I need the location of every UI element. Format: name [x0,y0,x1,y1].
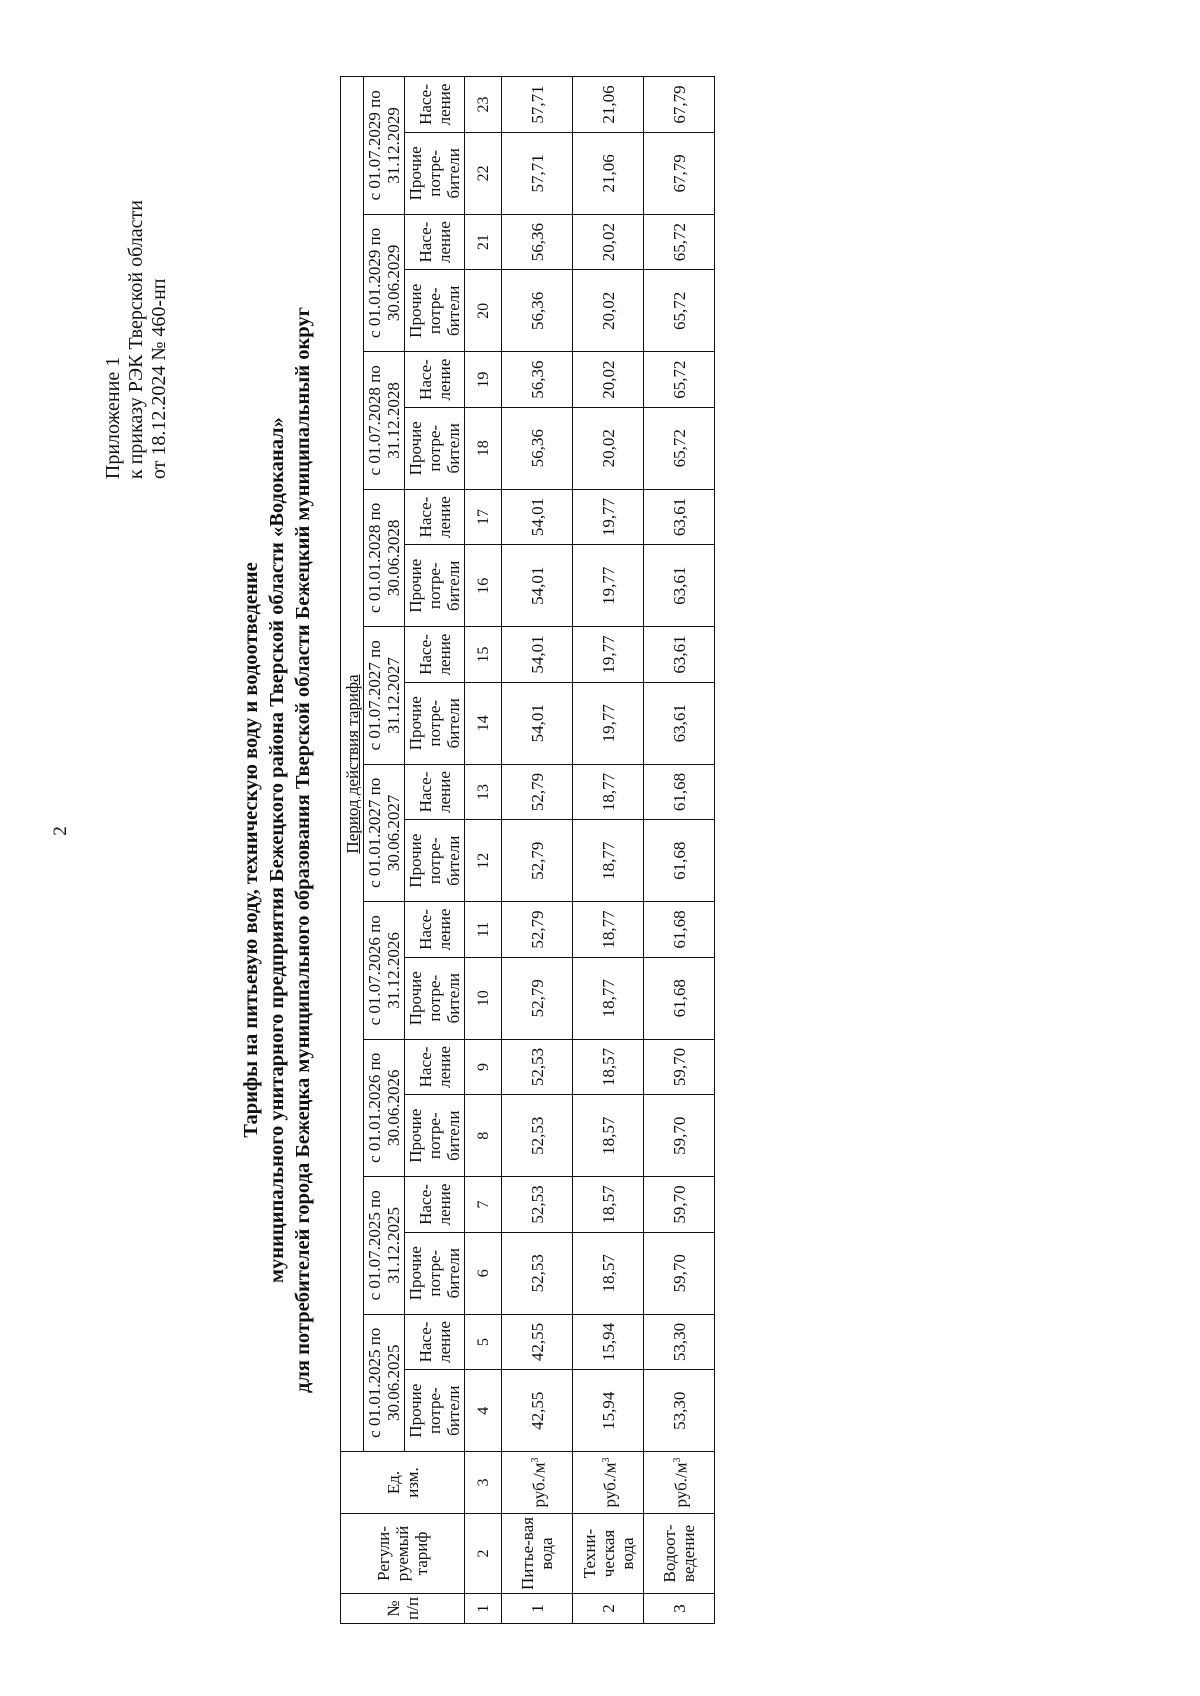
header-population: Насе-ление [405,489,465,545]
header-population: Насе-ление [405,627,465,683]
tariff-value-cell: 19,77 [573,489,644,545]
header-other-consumers: Прочие потре-бители [405,407,465,489]
period-header: с 01.01.2027 по 30.06.2027 [364,764,405,901]
table-row [644,77,715,1624]
header-population: Насе-ление [405,77,465,133]
period-header: с 01.07.2028 по 31.12.2028 [364,352,405,489]
table-body [465,77,715,1624]
period-header: с 01.07.2026 по 31.12.2026 [364,902,405,1039]
table-row [502,77,573,1624]
tariff-value-cell: 56,36 [502,352,573,408]
tariff-value-cell: 61,68 [644,820,715,902]
tariff-value-cell: 18,77 [573,957,644,1039]
header-unit: Ед. изм. [341,1452,465,1514]
tariff-value-cell: 18,57 [573,1177,644,1233]
column-index-cell: 12 [465,820,502,902]
tariff-value-cell: 21,06 [573,133,644,215]
header-other-consumers: Прочие потре-бители [405,133,465,215]
column-index-cell: 11 [465,902,502,958]
tariff-value-cell: 63,61 [644,545,715,627]
tariff-value-cell: 65,72 [644,352,715,408]
header-population: Насе-ление [405,764,465,820]
tariff-value-cell: 63,61 [644,489,715,545]
appendix-line-2: к приказу РЭК Тверской области [125,200,147,480]
title-line-3: для потребителей города Бежецка муниципального образования Тверской области Бежецкий муниципальный округ [292,307,314,1393]
tariff-value-cell: 56,36 [502,214,573,270]
header-period: Период действия тарифа [341,77,364,1452]
column-index-cell: 6 [465,1232,502,1314]
table-row [573,77,644,1624]
tariff-value-cell: 53,30 [644,1370,715,1452]
tariff-value-cell: 20,02 [573,407,644,489]
tariff-value-cell: 65,72 [644,270,715,352]
header-other-consumers: Прочие потре-бители [405,820,465,902]
column-index-cell: 8 [465,1095,502,1177]
column-index-cell: 9 [465,1039,502,1095]
title-line-1: Тарифы на питьевую воду, техническую воду и водоотведение [240,562,262,1138]
period-header: с 01.07.2025 по 31.12.2025 [364,1177,405,1314]
tariff-value-cell: 61,68 [644,764,715,820]
tariff-value-cell: 63,61 [644,682,715,764]
column-index-cell: 22 [465,133,502,215]
tariff-value-cell: 59,70 [644,1039,715,1095]
column-index-cell: 7 [465,1177,502,1233]
column-index-cell: 10 [465,957,502,1039]
page-number: 2 [49,826,71,836]
title-line-2: муниципального унитарного предприятия Бежецкого района Тверской области «Водоканал» [266,417,288,1283]
tariff-value-cell: 19,77 [573,545,644,627]
tariff-value-cell: 42,55 [502,1314,573,1370]
header-population: Насе-ление [405,1039,465,1095]
document-title [238,50,316,1650]
tariff-value-cell: 59,70 [644,1232,715,1314]
tariff-value-cell: 19,77 [573,627,644,683]
period-header: с 01.07.2027 по 31.12.2027 [364,627,405,764]
tariff-value-cell: 18,57 [573,1232,644,1314]
header-other-consumers: Прочие потре-бители [405,682,465,764]
appendix-line-3: от 18.12.2024 № 460-нп [148,278,170,480]
row-unit: $руб./м^3$ [573,1452,644,1514]
header-population: Насе-ление [405,902,465,958]
tariff-value-cell: 52,53 [502,1177,573,1233]
tariff-value-cell: 52,79 [502,957,573,1039]
tariff-value-cell: 57,71 [502,133,573,215]
consumer-header-row [405,77,465,1624]
tariff-value-cell: 65,72 [644,214,715,270]
tariff-value-cell: 20,02 [573,270,644,352]
tariff-value-cell: 52,53 [502,1232,573,1314]
period-header: с 01.01.2025 по 30.06.2025 [364,1314,405,1451]
row-number: 2 [573,1594,644,1624]
column-index-cell: 15 [465,627,502,683]
column-index-cell: 16 [465,545,502,627]
row-tariff-name: Водоот-ведение [644,1514,715,1594]
appendix-block [102,200,171,479]
tariff-value-cell: 54,01 [502,627,573,683]
tariff-value-cell: 56,36 [502,407,573,489]
tariff-value-cell: 54,01 [502,545,573,627]
row-unit: $руб./м^3$ [502,1452,573,1514]
period-header: с 01.07.2029 по 31.12.2029 [364,77,405,215]
column-index-cell: 21 [465,214,502,270]
tariff-value-cell: 54,01 [502,682,573,764]
column-index-cell: 2 [465,1514,502,1594]
period-header: с 01.01.2028 по 30.06.2028 [364,489,405,626]
period-header: с 01.01.2029 по 30.06.2029 [364,214,405,351]
column-index-cell: 23 [465,77,502,133]
period-header-row [364,77,405,1624]
column-index-cell: 14 [465,682,502,764]
header-population: Насе-ление [405,352,465,408]
header-other-consumers: Прочие потре-бители [405,1370,465,1452]
row-number: 1 [502,1594,573,1624]
tariff-value-cell: 18,77 [573,764,644,820]
tariff-value-cell: 52,79 [502,764,573,820]
tariff-value-cell: 61,68 [644,902,715,958]
unit-superscript: 3 [529,1457,541,1463]
column-index-cell: 5 [465,1314,502,1370]
tariff-value-cell: 52,53 [502,1095,573,1177]
tariff-value-cell: 18,57 [573,1095,644,1177]
tariff-value-cell: 57,71 [502,77,573,133]
header-other-consumers: Прочие потре-бители [405,270,465,352]
appendix-line-1: Приложение 1 [102,356,124,480]
tariff-value-cell: 59,70 [644,1177,715,1233]
column-index-cell: 4 [465,1370,502,1452]
column-index-cell: 3 [465,1452,502,1514]
header-other-consumers: Прочие потре-бители [405,957,465,1039]
tariff-value-cell: 18,57 [573,1039,644,1095]
column-index-cell: 13 [465,764,502,820]
tariff-value-cell: 56,36 [502,270,573,352]
tariff-value-cell: 20,02 [573,352,644,408]
column-index-row [465,77,502,1624]
tariff-value-cell: 42,55 [502,1370,573,1452]
tariff-value-cell: 52,53 [502,1039,573,1095]
header-other-consumers: Прочие потре-бители [405,1095,465,1177]
row-tariff-name: Питье-вая вода [502,1514,573,1594]
tariff-value-cell: 21,06 [573,77,644,133]
tariff-value-cell: 54,01 [502,489,573,545]
tariff-value-cell: 15,94 [573,1314,644,1370]
tariff-value-cell: 63,61 [644,627,715,683]
rotated-page-content [10,50,770,1650]
header-other-consumers: Прочие потре-бители [405,1232,465,1314]
header-population: Насе-ление [405,1177,465,1233]
tariff-value-cell: 65,72 [644,407,715,489]
column-index-cell: 1 [465,1594,502,1624]
tariff-value-cell: 67,79 [644,77,715,133]
tariff-value-cell: 18,77 [573,902,644,958]
tariff-value-cell: 52,79 [502,902,573,958]
tariff-value-cell: 59,70 [644,1095,715,1177]
tariff-value-cell: 53,30 [644,1314,715,1370]
tariff-value-cell: 20,02 [573,214,644,270]
tariff-value-cell: 61,68 [644,957,715,1039]
header-tariff: Регули-руемый тариф [341,1514,465,1594]
row-unit: $руб./м^3$ [644,1452,715,1514]
tariff-value-cell: 15,94 [573,1370,644,1452]
header-population: Насе-ление [405,1314,465,1370]
row-tariff-name: Техни-ческая вода [573,1514,644,1594]
tariff-value-cell: 52,79 [502,820,573,902]
tariff-value-cell: 19,77 [573,682,644,764]
tariff-value-cell: 67,79 [644,133,715,215]
column-index-cell: 17 [465,489,502,545]
period-header: с 01.01.2026 по 30.06.2026 [364,1039,405,1176]
column-index-cell: 18 [465,407,502,489]
header-other-consumers: Прочие потре-бители [405,545,465,627]
unit-superscript: 3 [671,1457,683,1463]
row-number: 3 [644,1594,715,1624]
tariff-value-cell: 18,77 [573,820,644,902]
header-no: № п/п [341,1594,465,1624]
column-index-cell: 20 [465,270,502,352]
unit-superscript: 3 [600,1457,612,1463]
header-population: Насе-ление [405,214,465,270]
tariff-table [340,76,715,1624]
column-index-cell: 19 [465,352,502,408]
